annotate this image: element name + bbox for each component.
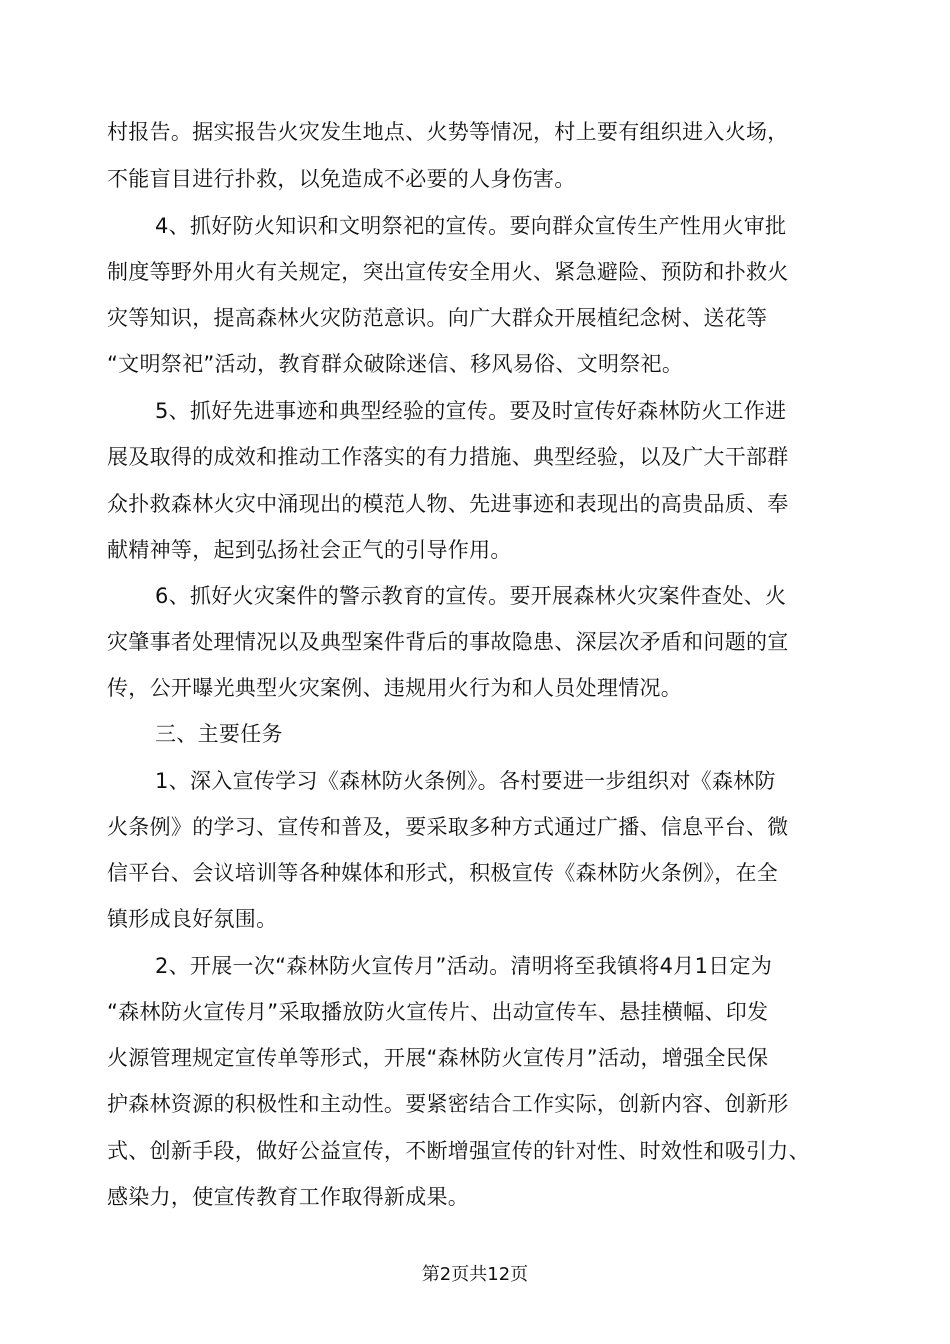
text-line: 灾等知识，提高森林火灾防范意识。向广大群众开展植纪念树、送花等 bbox=[107, 306, 768, 330]
text-line: 献精神等，起到弘扬社会正气的引导作用。 bbox=[107, 538, 512, 562]
text-line: “森林防火宣传月”采取播放防火宣传片、出动宣传车、悬挂横幅、印发 bbox=[107, 1000, 769, 1024]
section-heading: 三、主要任务 bbox=[155, 722, 283, 746]
text-line: 信平台、会议培训等各种媒体和形式，积极宣传《森林防火条例》，在全 bbox=[107, 861, 779, 885]
paragraph-5-line: 5、抓好先进事迹和典型经验的宣传。要及时宣传好森林防火工作进 bbox=[155, 399, 787, 423]
text-line: 灾肇事者处理情况以及典型案件背后的事故隐患、深层次矛盾和问题的宣 bbox=[107, 630, 789, 654]
text-line: 村报告。据实报告火灾发生地点、火势等情况，村上要有组织进入火场， bbox=[107, 120, 789, 144]
text-line: 众扑救森林火灾中涌现出的模范人物、先进事迹和表现出的高贵品质、奉 bbox=[107, 492, 789, 516]
text-line: 制度等野外用火有关规定，突出宣传安全用火、紧急避险、预防和扑救火 bbox=[107, 260, 789, 284]
text-line: 传，公开曝光典型火灾案例、违规用火行为和人员处理情况。 bbox=[107, 676, 683, 700]
text-line: 感染力，使宣传教育工作取得新成果。 bbox=[107, 1185, 470, 1209]
task-2-line: 2、开展一次“森林防火宣传月”活动。清明将至我镇将4月1日定为 bbox=[155, 954, 773, 978]
page-number-footer: 第2页共12页 bbox=[421, 1264, 529, 1285]
paragraph-4-line: 4、抓好防火知识和文明祭祀的宣传。要向群众宣传生产性用火审批 bbox=[155, 214, 787, 238]
text-line: 护森林资源的积极性和主动性。要紧密结合工作实际，创新内容、创新形 bbox=[107, 1092, 789, 1116]
text-line: 火源管理规定宣传单等形式，开展“森林防火宣传月”活动，增强全民保 bbox=[107, 1046, 769, 1070]
paragraph-6-line: 6、抓好火灾案件的警示教育的宣传。要开展森林火灾案件查处、火 bbox=[155, 584, 787, 608]
text-line: 火条例》的学习、宣传和普及，要采取多种方式通过广播、信息平台、微 bbox=[107, 815, 789, 839]
text-line: 镇形成良好氛围。 bbox=[107, 907, 278, 931]
text-line: “文明祭祀”活动，教育群众破除迷信、移风易俗、文明祭祀。 bbox=[107, 352, 684, 376]
task-1-line: 1、深入宣传学习《森林防火条例》。各村要进一步组织对《森林防 bbox=[155, 769, 776, 793]
text-line: 展及取得的成效和推动工作落实的有力措施、典型经验，以及广大干部群 bbox=[107, 445, 789, 469]
text-line: 不能盲目进行扑救，以免造成不必要的人身伤害。 bbox=[107, 167, 576, 191]
text-line: 式、创新手段，做好公益宣传，不断增强宣传的针对性、时效性和吸引力、 bbox=[107, 1139, 810, 1163]
